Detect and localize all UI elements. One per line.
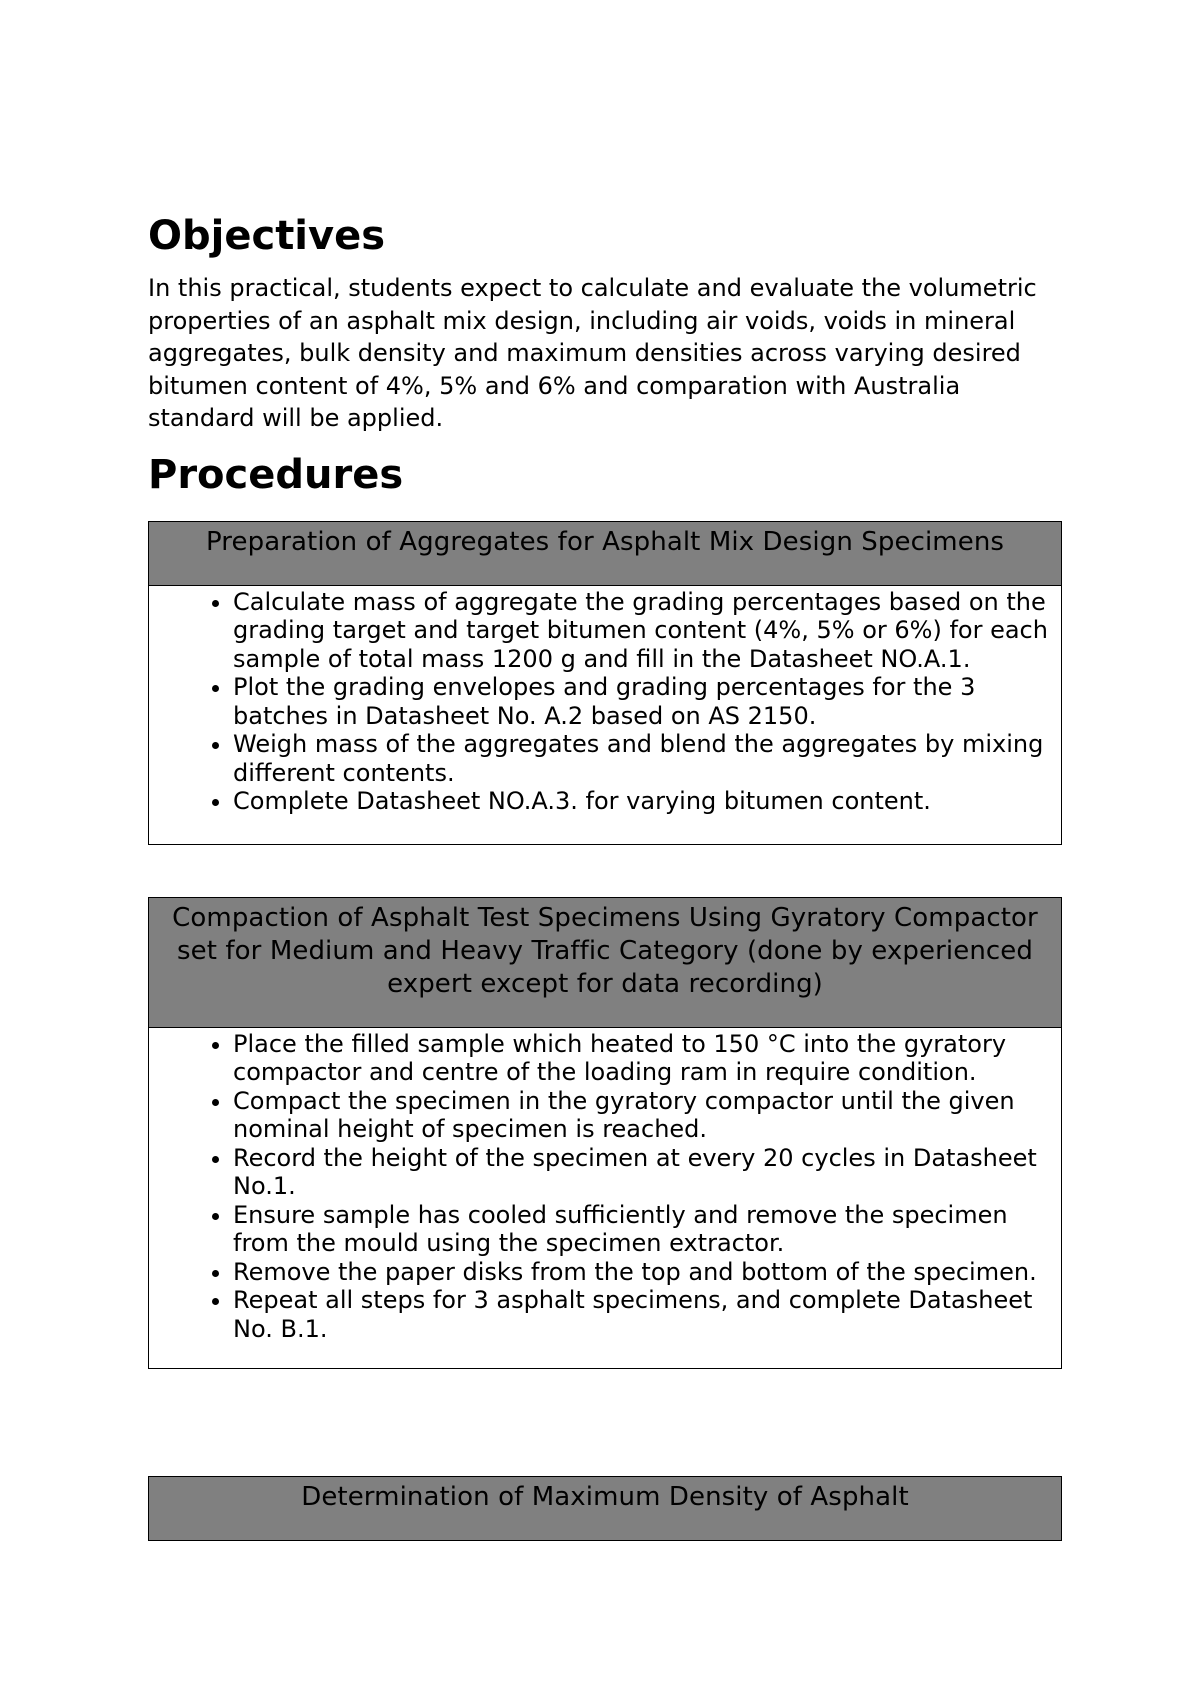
objectives-paragraph: In this practical, students expect to calculate and evaluate the volumetric properties of an asphalt mix design, including air voids, voids in mineral aggregates, bulk density and maximum densities across varying desired bitumen content of 4%, 5% and 6% and comparation with Australia standard will be applied. [148,274,1037,432]
list-item: • Compact the specimen in the gyratory compactor until the given nominal height of specimen is reached. [233,1087,1061,1144]
procedures-heading: Procedures [148,451,404,498]
list-item: • Remove the paper disks from the top and bottom of the specimen. [233,1258,1061,1287]
section-body [149,585,1062,844]
list-item: • Ensure sample has cooled sufficiently and remove the specimen from the mould using the specimen extractor. [233,1201,1061,1258]
objectives-heading: Objectives [148,213,386,259]
bullet-list [149,588,1061,816]
list-item: • Repeat all steps for 3 asphalt specimens, and complete Datasheet No. B.1. [233,1286,1061,1343]
list-item: • Complete Datasheet NO.A.3. for varying bitumen content. [233,787,1061,816]
section-title: Preparation of Aggregates for Asphalt Mix Design Specimens [149,521,1062,585]
document-page [148,210,1062,1541]
bullet-list [149,1030,1061,1344]
section-body [149,1027,1062,1368]
list-item: • Record the height of the specimen at every 20 cycles in Datasheet No.1. [233,1144,1061,1201]
list-item: • Place the filled sample which heated to 150 °C into the gyratory compactor and centre of the loading ram in require condition. [233,1030,1061,1087]
procedure-table-gyratory-compaction [148,897,1062,1369]
list-item: • Plot the grading envelopes and grading percentages for the 3 batches in Datasheet No. A.2 based on AS 2150. [233,673,1061,730]
list-item: • Weigh mass of the aggregates and blend the aggregates by mixing different contents. [233,730,1061,787]
procedure-table-maximum-density [148,1476,1062,1541]
section-title: Determination of Maximum Density of Asphalt [149,1476,1062,1540]
procedure-table-aggregate-preparation [148,521,1062,845]
section-title: Compaction of Asphalt Test Specimens Using Gyratory Compactor set for Medium and Heavy Traffic Category (done by experienced expert except for data recording) [149,897,1062,1027]
list-item: • Calculate mass of aggregate the grading percentages based on the grading target and target bitumen content (4%, 5% or 6%) for each sample of total mass 1200 g and fill in the Datasheet NO.A.1. [233,588,1061,674]
